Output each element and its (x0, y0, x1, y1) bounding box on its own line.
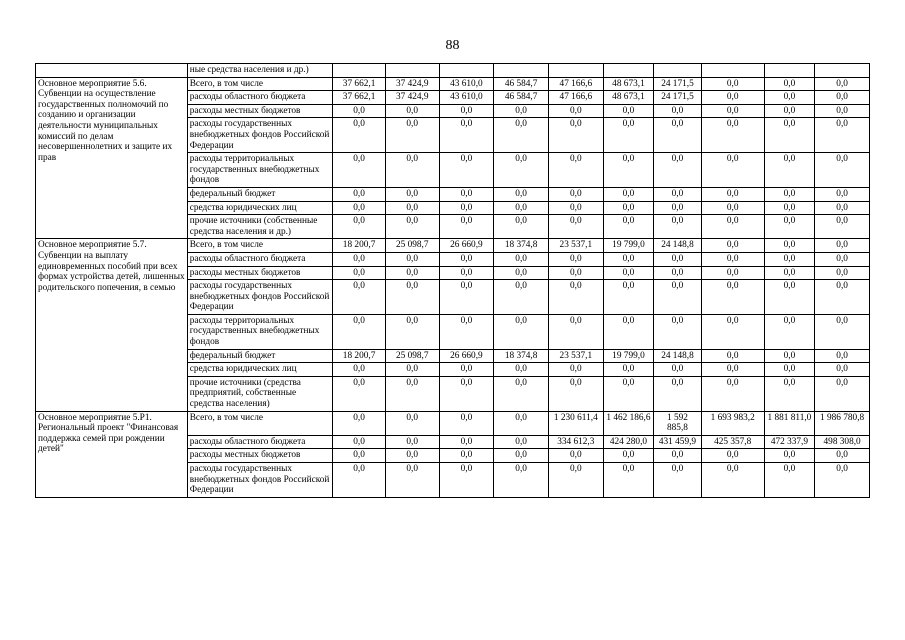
value-cell: 0,0 (548, 153, 603, 188)
value-cell: 0,0 (603, 215, 654, 239)
value-cell: 0,0 (494, 314, 549, 349)
value-cell: 25 098,7 (385, 239, 439, 253)
value-cell: 0,0 (701, 252, 764, 266)
value-cell: 0,0 (764, 449, 815, 463)
value-cell: 0,0 (548, 104, 603, 118)
value-cell: 0,0 (439, 435, 494, 449)
value-cell: 0,0 (701, 239, 764, 253)
value-cell: 0,0 (603, 266, 654, 280)
value-cell: 0,0 (654, 376, 701, 411)
value-cell: 0,0 (764, 376, 815, 411)
value-cell: 0,0 (764, 463, 815, 498)
value-cell: 0,0 (815, 449, 870, 463)
value-cell: 0,0 (494, 266, 549, 280)
value-cell: 0,0 (385, 314, 439, 349)
value-cell (701, 64, 764, 78)
value-cell: 46 584,7 (494, 91, 549, 105)
value-cell: 0,0 (815, 91, 870, 105)
value-cell: 0,0 (815, 201, 870, 215)
value-cell: 0,0 (548, 215, 603, 239)
table-body (36, 64, 870, 498)
table-row (36, 411, 870, 435)
value-cell: 25 098,7 (385, 349, 439, 363)
value-cell: 498 308,0 (815, 435, 870, 449)
value-cell: 0,0 (815, 104, 870, 118)
value-cell: 0,0 (701, 280, 764, 315)
value-cell: 0,0 (701, 266, 764, 280)
value-cell: 0,0 (654, 252, 701, 266)
budget-table (35, 63, 870, 498)
value-cell: 0,0 (385, 187, 439, 201)
value-cell: 0,0 (701, 449, 764, 463)
value-cell: 0,0 (701, 215, 764, 239)
funding-source-label: расходы местных бюджетов (187, 104, 333, 118)
value-cell: 0,0 (764, 280, 815, 315)
value-cell: 0,0 (654, 215, 701, 239)
table-row (36, 239, 870, 253)
value-cell (494, 64, 549, 78)
value-cell: 0,0 (603, 187, 654, 201)
value-cell: 24 171,5 (654, 77, 701, 91)
value-cell: 0,0 (764, 91, 815, 105)
value-cell: 0,0 (439, 463, 494, 498)
value-cell: 0,0 (764, 201, 815, 215)
value-cell (439, 64, 494, 78)
value-cell: 0,0 (439, 280, 494, 315)
value-cell: 0,0 (385, 118, 439, 153)
value-cell: 46 584,7 (494, 77, 549, 91)
value-cell: 0,0 (494, 118, 549, 153)
value-cell: 0,0 (815, 215, 870, 239)
value-cell: 18 200,7 (333, 239, 386, 253)
value-cell: 0,0 (764, 266, 815, 280)
value-cell: 0,0 (333, 252, 386, 266)
value-cell: 0,0 (333, 104, 386, 118)
value-cell: 0,0 (439, 376, 494, 411)
value-cell: 0,0 (603, 153, 654, 188)
value-cell: 0,0 (603, 252, 654, 266)
value-cell: 37 662,1 (333, 91, 386, 105)
value-cell: 0,0 (548, 201, 603, 215)
value-cell: 0,0 (764, 239, 815, 253)
funding-source-label: расходы областного бюджета (187, 91, 333, 105)
value-cell: 0,0 (764, 314, 815, 349)
value-cell: 0,0 (385, 266, 439, 280)
table-row (36, 77, 870, 91)
value-cell: 0,0 (385, 280, 439, 315)
value-cell: 0,0 (548, 363, 603, 377)
value-cell: 0,0 (385, 153, 439, 188)
value-cell: 0,0 (701, 363, 764, 377)
value-cell: 0,0 (385, 435, 439, 449)
value-cell: 0,0 (385, 201, 439, 215)
value-cell: 0,0 (654, 280, 701, 315)
value-cell: 47 166,6 (548, 77, 603, 91)
value-cell: 0,0 (701, 118, 764, 153)
value-cell: 0,0 (333, 463, 386, 498)
value-cell: 24 148,8 (654, 239, 701, 253)
value-cell: 0,0 (815, 349, 870, 363)
value-cell: 0,0 (815, 118, 870, 153)
value-cell: 0,0 (603, 118, 654, 153)
value-cell: 0,0 (815, 376, 870, 411)
value-cell: 0,0 (764, 215, 815, 239)
value-cell: 43 610,0 (439, 91, 494, 105)
value-cell: 0,0 (815, 463, 870, 498)
value-cell: 0,0 (764, 349, 815, 363)
value-cell: 26 660,9 (439, 239, 494, 253)
value-cell: 0,0 (654, 463, 701, 498)
value-cell: 0,0 (548, 187, 603, 201)
value-cell: 24 148,8 (654, 349, 701, 363)
value-cell: 0,0 (333, 266, 386, 280)
value-cell: 0,0 (439, 266, 494, 280)
value-cell: 0,0 (701, 314, 764, 349)
value-cell: 0,0 (385, 411, 439, 435)
value-cell: 0,0 (494, 411, 549, 435)
value-cell: 37 424,9 (385, 77, 439, 91)
value-cell: 1 592 885,8 (654, 411, 701, 435)
event-label: Основное мероприятие 5.6. Субвенции на осуществление государственных полномочий по созданию и организации деятельности муниципальных комиссий по делам несовершеннолетних и защите их прав (36, 77, 188, 239)
funding-source-label: федеральный бюджет (187, 187, 333, 201)
source-cell: ные средства населения и др.) (187, 64, 333, 78)
value-cell: 0,0 (815, 363, 870, 377)
funding-source-label: Всего, в том числе (187, 239, 333, 253)
value-cell: 0,0 (494, 376, 549, 411)
value-cell: 0,0 (603, 314, 654, 349)
value-cell: 0,0 (385, 376, 439, 411)
value-cell: 0,0 (439, 252, 494, 266)
value-cell: 0,0 (494, 463, 549, 498)
value-cell: 425 357,8 (701, 435, 764, 449)
value-cell: 1 693 983,2 (701, 411, 764, 435)
value-cell: 0,0 (494, 252, 549, 266)
value-cell: 18 374,8 (494, 349, 549, 363)
value-cell: 424 280,0 (603, 435, 654, 449)
value-cell: 0,0 (701, 104, 764, 118)
funding-source-label: прочие источники (собственные средства населения и др.) (187, 215, 333, 239)
value-cell (548, 64, 603, 78)
funding-source-label: средства юридических лиц (187, 201, 333, 215)
value-cell: 0,0 (548, 118, 603, 153)
value-cell: 0,0 (764, 252, 815, 266)
value-cell: 1 230 611,4 (548, 411, 603, 435)
value-cell: 0,0 (333, 201, 386, 215)
value-cell: 0,0 (654, 153, 701, 188)
value-cell: 0,0 (701, 77, 764, 91)
value-cell: 0,0 (439, 314, 494, 349)
funding-source-label: расходы областного бюджета (187, 252, 333, 266)
value-cell: 37 424,9 (385, 91, 439, 105)
value-cell: 0,0 (494, 435, 549, 449)
value-cell: 0,0 (333, 280, 386, 315)
value-cell: 18 200,7 (333, 349, 386, 363)
funding-source-label: расходы территориальных государственных внебюджетных фондов (187, 314, 333, 349)
value-cell: 0,0 (603, 104, 654, 118)
funding-source-label: федеральный бюджет (187, 349, 333, 363)
value-cell: 48 673,1 (603, 77, 654, 91)
value-cell: 0,0 (764, 363, 815, 377)
funding-source-label: расходы областного бюджета (187, 435, 333, 449)
value-cell: 0,0 (439, 449, 494, 463)
value-cell: 0,0 (701, 91, 764, 105)
value-cell: 47 166,6 (548, 91, 603, 105)
value-cell: 0,0 (764, 153, 815, 188)
value-cell: 0,0 (333, 153, 386, 188)
value-cell: 0,0 (654, 314, 701, 349)
value-cell: 0,0 (654, 201, 701, 215)
value-cell: 0,0 (701, 376, 764, 411)
value-cell: 0,0 (548, 280, 603, 315)
value-cell (815, 64, 870, 78)
value-cell: 0,0 (815, 77, 870, 91)
value-cell: 0,0 (439, 411, 494, 435)
value-cell: 37 662,1 (333, 77, 386, 91)
value-cell: 24 171,5 (654, 91, 701, 105)
value-cell: 0,0 (333, 376, 386, 411)
funding-source-label: расходы местных бюджетов (187, 449, 333, 463)
value-cell: 0,0 (548, 314, 603, 349)
value-cell: 0,0 (385, 363, 439, 377)
value-cell: 23 537,1 (548, 239, 603, 253)
value-cell: 0,0 (654, 266, 701, 280)
value-cell: 0,0 (439, 215, 494, 239)
value-cell: 1 462 186,6 (603, 411, 654, 435)
event-label: Основное мероприятие 5.P1. Региональный проект "Финансовая поддержка семей при рождении детей" (36, 411, 188, 497)
value-cell: 0,0 (701, 201, 764, 215)
value-cell: 0,0 (701, 187, 764, 201)
value-cell: 0,0 (764, 187, 815, 201)
value-cell: 1 986 780,8 (815, 411, 870, 435)
value-cell: 0,0 (654, 104, 701, 118)
page-number: 88 (445, 38, 460, 53)
value-cell: 0,0 (333, 363, 386, 377)
value-cell (764, 64, 815, 78)
value-cell: 0,0 (654, 449, 701, 463)
funding-source-label: расходы территориальных государственных внебюджетных фондов (187, 153, 333, 188)
value-cell (603, 64, 654, 78)
table-row-continuation (36, 64, 870, 78)
value-cell: 0,0 (494, 215, 549, 239)
value-cell: 0,0 (603, 280, 654, 315)
value-cell: 0,0 (494, 363, 549, 377)
value-cell: 0,0 (333, 215, 386, 239)
value-cell: 0,0 (333, 118, 386, 153)
value-cell: 0,0 (385, 215, 439, 239)
value-cell: 43 610,0 (439, 77, 494, 91)
value-cell: 0,0 (439, 153, 494, 188)
value-cell: 0,0 (603, 463, 654, 498)
value-cell: 0,0 (494, 187, 549, 201)
value-cell: 19 799,0 (603, 239, 654, 253)
value-cell: 0,0 (815, 153, 870, 188)
funding-source-label: расходы государственных внебюджетных фондов Российской Федерации (187, 463, 333, 498)
value-cell: 0,0 (333, 187, 386, 201)
value-cell: 0,0 (603, 201, 654, 215)
value-cell: 23 537,1 (548, 349, 603, 363)
value-cell: 0,0 (439, 104, 494, 118)
funding-source-label: расходы государственных внебюджетных фондов Российской Федерации (187, 280, 333, 315)
value-cell: 0,0 (385, 449, 439, 463)
value-cell: 0,0 (764, 77, 815, 91)
funding-source-label: прочие источники (средства предприятий, собственные средства населения) (187, 376, 333, 411)
value-cell: 0,0 (548, 449, 603, 463)
value-cell: 0,0 (385, 463, 439, 498)
funding-source-label: Всего, в том числе (187, 411, 333, 435)
value-cell: 0,0 (494, 153, 549, 188)
value-cell: 0,0 (603, 376, 654, 411)
value-cell: 0,0 (815, 314, 870, 349)
value-cell: 0,0 (385, 252, 439, 266)
value-cell: 0,0 (548, 266, 603, 280)
value-cell: 0,0 (654, 363, 701, 377)
value-cell: 0,0 (333, 435, 386, 449)
value-cell: 0,0 (385, 104, 439, 118)
value-cell: 26 660,9 (439, 349, 494, 363)
value-cell: 0,0 (764, 118, 815, 153)
value-cell: 0,0 (701, 463, 764, 498)
value-cell: 431 459,9 (654, 435, 701, 449)
value-cell: 0,0 (548, 376, 603, 411)
value-cell: 0,0 (494, 104, 549, 118)
value-cell: 0,0 (603, 363, 654, 377)
value-cell: 0,0 (333, 314, 386, 349)
value-cell: 0,0 (439, 118, 494, 153)
value-cell: 0,0 (333, 449, 386, 463)
value-cell: 0,0 (439, 201, 494, 215)
value-cell: 0,0 (815, 252, 870, 266)
value-cell: 0,0 (654, 187, 701, 201)
value-cell (333, 64, 386, 78)
value-cell (385, 64, 439, 78)
value-cell: 18 374,8 (494, 239, 549, 253)
value-cell: 0,0 (764, 104, 815, 118)
value-cell: 48 673,1 (603, 91, 654, 105)
value-cell: 0,0 (439, 363, 494, 377)
value-cell: 0,0 (701, 153, 764, 188)
value-cell: 0,0 (603, 449, 654, 463)
value-cell: 0,0 (815, 239, 870, 253)
value-cell: 0,0 (548, 463, 603, 498)
value-cell: 0,0 (701, 349, 764, 363)
funding-source-label: Всего, в том числе (187, 77, 333, 91)
value-cell: 0,0 (494, 280, 549, 315)
value-cell: 0,0 (654, 118, 701, 153)
funding-source-label: расходы местных бюджетов (187, 266, 333, 280)
value-cell: 0,0 (815, 187, 870, 201)
event-cell-empty (36, 64, 188, 78)
funding-source-label: средства юридических лиц (187, 363, 333, 377)
value-cell: 19 799,0 (603, 349, 654, 363)
value-cell: 472 337,9 (764, 435, 815, 449)
funding-source-label: расходы государственных внебюджетных фондов Российской Федерации (187, 118, 333, 153)
value-cell: 0,0 (815, 266, 870, 280)
value-cell: 0,0 (333, 411, 386, 435)
value-cell: 0,0 (494, 449, 549, 463)
value-cell: 0,0 (548, 252, 603, 266)
value-cell: 0,0 (439, 187, 494, 201)
value-cell: 0,0 (815, 280, 870, 315)
value-cell (654, 64, 701, 78)
value-cell: 1 881 811,0 (764, 411, 815, 435)
value-cell: 0,0 (494, 201, 549, 215)
value-cell: 334 612,3 (548, 435, 603, 449)
event-label: Основное мероприятие 5.7. Субвенции на выплату единовременных пособий при всех формах устройства детей, лишенных родительского попечения, в семью (36, 239, 188, 411)
